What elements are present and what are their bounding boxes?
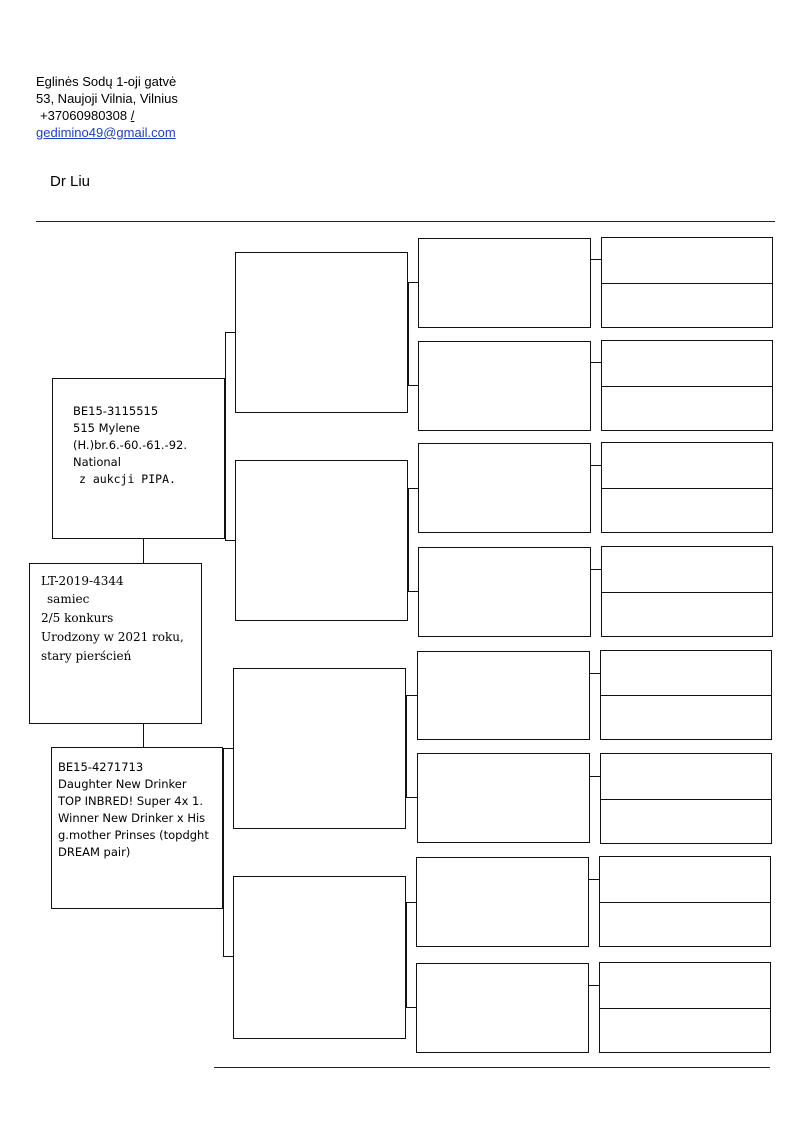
sire-ring: BE15-3115515 [73,404,159,418]
sire-source: z aukcji PIPA. [79,472,176,486]
subject-note-1: Urodzony w 2021 roku, [41,630,184,644]
address-line-2: 53, Naujoji Vilnia, Vilnius [36,91,178,106]
pedigree-box-gen3 [418,341,591,431]
address-line-1: Eglinės Sodų 1-oji gatvė [36,74,177,89]
pedigree-box-gen3 [418,547,591,637]
connector [591,362,601,363]
breeder-name: Dr Liu [50,173,91,190]
pedigree-box-gen3 [417,753,590,843]
connector [406,902,416,903]
connector [589,985,599,986]
connector [406,695,417,696]
subject-sex: samiec [47,592,90,606]
connector [408,488,409,592]
connector [408,591,418,592]
pedigree-box-gen3 [417,651,590,740]
connector [223,748,224,957]
dam-line-1: Daughter New Drinker [58,777,187,791]
dam-line-3: Winner New Drinker x His [58,811,206,825]
dam-box [51,747,223,909]
top-divider [36,221,775,222]
pedigree-box-gen4 [600,753,772,844]
subject-ring: LT-2019-4344 [41,574,124,588]
subject-result: 2/5 konkurs [41,611,114,625]
phone-separator: / [130,108,135,123]
sire-name: 515 Mylene [73,421,140,435]
connector [591,259,601,260]
connector [590,776,600,777]
pedigree-box-gen4 [601,546,773,637]
connector [408,282,409,386]
connector [406,695,407,798]
pedigree-box-gen3 [418,443,591,533]
pedigree-box-gen2 [235,252,408,413]
connector [406,902,407,1008]
email-link[interactable]: gedimino49@gmail.com [36,125,176,140]
pedigree-box-gen4 [600,650,772,740]
subject-box [29,563,202,724]
connector [406,797,417,798]
connector [143,539,144,563]
dam-line-4: g.mother Prinses (topdght [58,828,209,842]
bottom-divider [214,1067,770,1068]
pedigree-box-gen3 [416,963,589,1053]
pedigree-box-gen4 [599,856,771,947]
pedigree-box-gen3 [416,857,589,947]
connector [408,488,418,489]
pedigree-box-gen2 [233,876,406,1039]
pedigree-box-gen4 [599,962,771,1053]
connector [225,332,226,541]
connector [591,465,601,466]
connector [143,724,144,747]
pedigree-box-gen2 [235,460,408,621]
pedigree-box-gen4 [601,237,773,328]
connector [408,385,418,386]
connector [590,673,600,674]
breeder-address [36,73,178,141]
dam-line-2: TOP INBRED! Super 4x 1. [58,794,204,808]
pedigree-box-gen2 [233,668,406,829]
connector [408,282,418,283]
dam-ring: BE15-4271713 [58,760,144,774]
subject-note-2: stary pierścień [41,649,132,663]
dam-line-5: DREAM pair) [58,845,131,859]
pedigree-box-gen3 [418,238,591,328]
pedigree-box-gen4 [601,340,773,431]
connector [589,879,599,880]
connector [591,569,601,570]
phone-line [36,107,178,124]
sire-box [52,378,225,539]
pedigree-box-gen4 [601,442,773,533]
sire-results: (H.)br.6.-60.-61.-92. [73,438,187,452]
phone-number: +37060980308 [40,108,128,123]
connector [406,1007,416,1008]
sire-race: National [73,455,121,469]
